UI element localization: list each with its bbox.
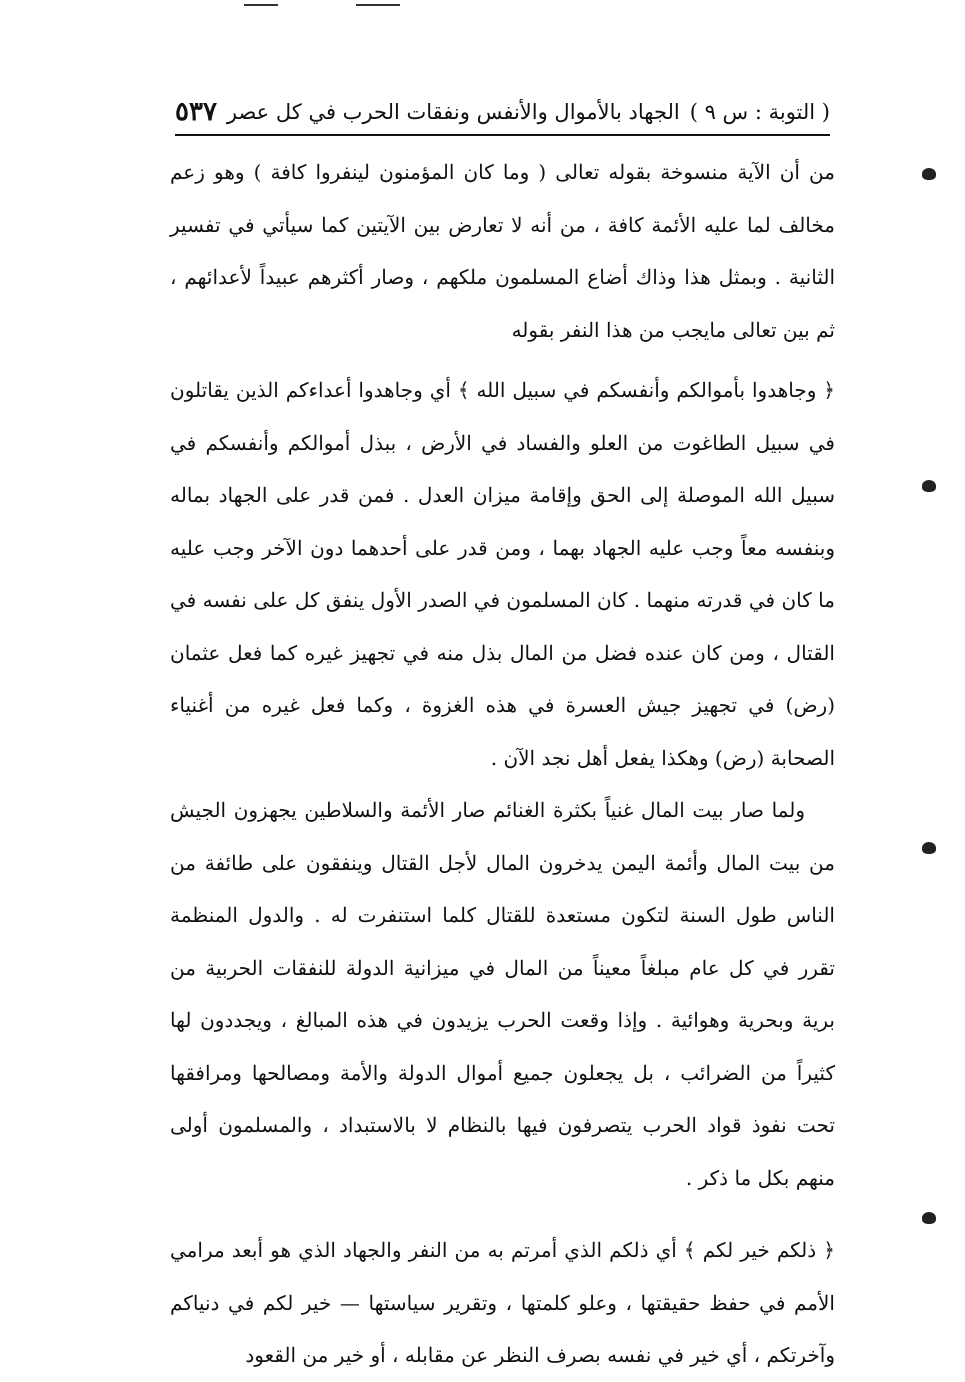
page-number: ٥٣٧ bbox=[175, 97, 217, 127]
scan-mark-right bbox=[356, 4, 400, 6]
paragraph-4: ﴿ ذلكم خير لكم ﴾ أي ذلكم الذي أمرتم به من النفر والجهاد الذي هو أبعد مرامي الأمم في حفظ حقيقتها ، وعلو كلمتها ، وتقرير سياستها — خير لكم في دنياكم وآخرتكم ، أي خير في نفسه بصرف النظر عن مقابله ، أو خير من القعود bbox=[170, 1238, 835, 1367]
margin-mark-3 bbox=[922, 842, 936, 854]
paragraph-2: ﴿ وجاهدوا بأموالكم وأنفسكم في سبيل الله ﴾ أي وجاهدوا أعداءكم الذين يقاتلون في سبيل الطاغوت من العلو والفساد في الأرض ، ببذل أموالكم وأنفسكم في سبيل الله الموصلة إلى الحق وإقامة ميزان العدل . فمن قدر على الجهاد بماله وبنفسه معاً وجب عليه الجهاد بهما ، ومن قدر على أحدهما دون الآخر وجب عليه ما كان في قدرته منهما . كان المسلمون في الصدر الأول ينفق كل على نفسه في القتال ، ومن كان عنده فضل من المال بذل منه في تجهيز غيره كما فعل عثمان (رض) في تجهيز جيش العسرة في هذه الغزوة ، وكما فعل غيره من أغنياء الصحابة (رض) وهكذا يفعل أهل نجد الآن . bbox=[170, 378, 835, 770]
paragraph-1: من أن الآية منسوخة بقوله تعالى ( وما كان المؤمنون لينفروا كافة ) وهو زعم مخالف لما عليه الأئمة كافة ، من أنه لا تعارض بين الآيتين كما سيأتي في تفسير الثانية . وبمثل هذا وذاك أضاع المسلمون ملكهم ، وصار أكثرهم عبيداً لأعدائهم ، ثم بين تعالى مايجب من هذا النفر بقوله bbox=[170, 160, 835, 342]
page-body bbox=[170, 146, 835, 1382]
paragraph-3: ولما صار بيت المال غنياً بكثرة الغنائم صار الأئمة والسلاطين يجهزون الجيش من بيت المال وأئمة اليمن يدخرون المال لأجل القتال وينفقون على طائفة من الناس طول السنة لتكون مستعدة للقتال كلما استنفرت له . والدول المنظمة تقرر في كل عام مبلغاً معيناً من المال في ميزانية الدولة للنفقات الحربية من برية وبحرية وهوائية . وإذا وقعت الحرب يزيدون في هذه المبالغ ، ويجددون لها كثيراً من الضرائب ، بل يجعلون جميع أموال الدولة والأمة ومصالحها ومرافقها تحت نفوذ قواد الحرب يتصرفون فيها بالنظام لا بالاستبداد ، والمسلمون أولى منهم بكل ما ذكر . bbox=[170, 798, 836, 1190]
margin-mark-1 bbox=[922, 168, 936, 180]
header-rule bbox=[175, 134, 830, 136]
margin-mark-4 bbox=[922, 1212, 936, 1224]
running-header bbox=[175, 92, 830, 132]
header-chapter-title: الجهاد بالأموال والأنفس ونفقات الحرب في كل عصر bbox=[226, 100, 680, 124]
margin-mark-2 bbox=[922, 480, 936, 492]
header-surah-ref: ( التوبة : س ٩ ) bbox=[689, 100, 830, 124]
scan-mark-left bbox=[244, 4, 278, 6]
